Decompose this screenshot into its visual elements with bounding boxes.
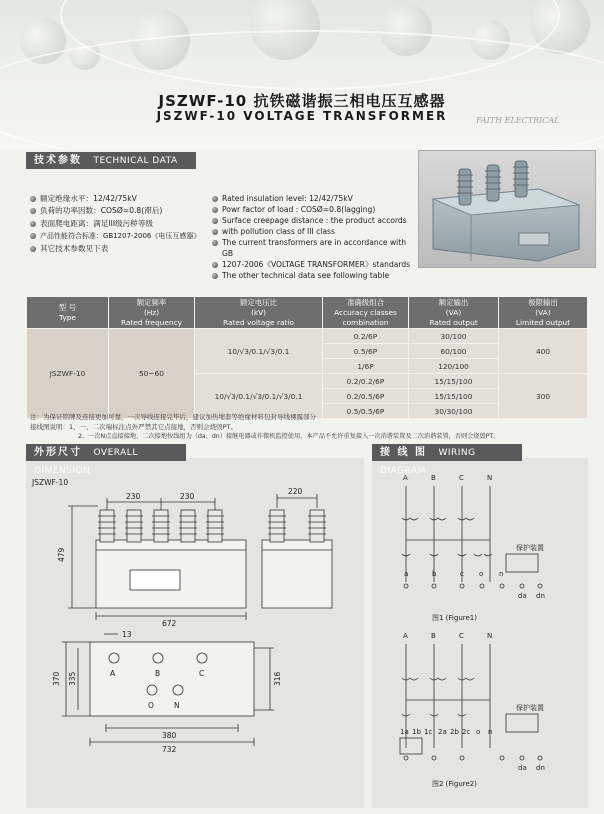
technical-heading-en: TECHNICAL DATA xyxy=(93,156,178,166)
spec-item: 1207-2006《VOLTAGE TRANSFORMER》standards xyxy=(212,259,417,270)
dim-380: 380 xyxy=(162,731,177,740)
wire-label: 1c xyxy=(424,728,433,736)
spec-item: 产品性能符合标准：GB1207-2006《电压互感器》 xyxy=(30,230,210,242)
wire-label: 2c xyxy=(462,728,471,736)
wiring-heading-cn: 接 线 图 xyxy=(380,447,427,458)
wire-label: da xyxy=(518,764,527,772)
cell-accuracy: 0.5/0.5/6P xyxy=(323,404,409,419)
table-row xyxy=(27,329,588,344)
spec-item: Surface creepage distance : the product accords xyxy=(212,215,417,226)
wire-label: b xyxy=(432,570,437,578)
dim-732: 732 xyxy=(162,745,177,754)
phase-c-2: C xyxy=(459,632,464,640)
wire-label: 1a xyxy=(400,728,409,736)
cell-output: 120/100 xyxy=(409,359,499,374)
wire-label: da xyxy=(518,592,527,600)
cell-output: 30/100 xyxy=(409,329,499,344)
spec-item: The other technical data see following table xyxy=(212,270,417,281)
cell-accuracy: 0.5/6P xyxy=(323,344,409,359)
wire-label: 2b xyxy=(450,728,459,736)
phase-n-2: N xyxy=(487,632,493,640)
cell-accuracy: 1/6P xyxy=(323,359,409,374)
note-line: 注：为保证铭牌及连接更加可靠，一次导线连接完毕后，建议加热缩套等绝缘材料包封导线裸露部分 xyxy=(30,413,316,421)
technical-data-heading xyxy=(26,152,196,169)
phase-a-2: A xyxy=(403,632,408,640)
col-header-accuracy: 准确级组合 Accuracy classes combination xyxy=(323,297,409,329)
dimension-heading-en: OVERALL DIMENSION xyxy=(34,448,138,476)
wire-label: o xyxy=(476,728,481,736)
dim-479: 479 xyxy=(57,547,66,562)
technical-heading-cn: 技术参数 xyxy=(34,155,82,166)
dim-335: 335 xyxy=(68,671,77,686)
cell-ratio: 10/√3/0.1/√3/0.1 xyxy=(195,329,323,374)
phase-b-1: B xyxy=(431,474,436,482)
cell-frequency: 50~60 xyxy=(109,329,195,419)
terminal-n: N xyxy=(174,701,180,710)
protect-device-1: 保护装置 xyxy=(516,544,544,552)
cell-limited: 300 xyxy=(499,374,588,419)
spec-table xyxy=(26,296,588,419)
spec-item: Rated insulation level: 12/42/75kV xyxy=(212,193,417,204)
phase-c-1: C xyxy=(459,474,464,482)
terminal-c: C xyxy=(199,669,205,678)
wiring-drawing xyxy=(372,458,588,808)
dim-13: 13 xyxy=(122,630,132,639)
wire-label: a xyxy=(404,570,409,578)
wire-label: n xyxy=(499,570,504,578)
terminal-o: O xyxy=(148,701,154,710)
phase-b-2: B xyxy=(431,632,436,640)
dim-230b: 230 xyxy=(180,492,195,501)
spec-item: 额定绝缘水平：12/42/75kV xyxy=(30,193,210,205)
brand-logo-text: FAITH ELECTRICAL xyxy=(476,116,560,125)
dim-672: 672 xyxy=(162,619,177,628)
notes xyxy=(30,412,590,442)
wire-label: dn xyxy=(536,764,545,772)
phase-n-1: N xyxy=(487,474,493,482)
spec-item: with pollution class of III class xyxy=(212,226,417,237)
cell-type: JSZWF-10 xyxy=(27,329,109,419)
dimension-heading-cn: 外形尺寸 xyxy=(34,447,82,458)
cell-limited: 400 xyxy=(499,329,588,374)
wiring-heading-en: WIRING DIAGRAM xyxy=(380,448,476,476)
wire-label: n xyxy=(488,728,493,736)
figure2-caption: 图2 (Figure2) xyxy=(432,780,477,788)
spec-item: The current transformers are in accordance with GB xyxy=(212,237,417,259)
protect-device-2: 保护装置 xyxy=(516,704,544,712)
header-banner xyxy=(0,0,604,150)
dimension-drawing xyxy=(26,458,364,808)
dim-230a: 230 xyxy=(126,492,141,501)
spec-item: 其它技术参数见下表 xyxy=(30,243,210,255)
phase-a-1: A xyxy=(403,474,408,482)
page-title-en: JSZWF-10 VOLTAGE TRANSFORMER xyxy=(156,109,448,123)
spec-item: 表面爬电距离：满足III级污秽等级 xyxy=(30,218,210,230)
wire-label: dn xyxy=(536,592,545,600)
cell-output: 60/100 xyxy=(409,344,499,359)
dim-220: 220 xyxy=(288,487,303,496)
dimension-model-label: JSZWF-10 xyxy=(32,478,69,487)
cell-output: 30/30/100 xyxy=(409,404,499,419)
page-title-cn: JSZWF-10 抗铁磁谐振三相电压互感器 xyxy=(158,92,446,110)
col-header-ratio: 额定电压比 (kV) Rated voltage ratio xyxy=(195,297,323,329)
wire-label: 1b xyxy=(412,728,421,736)
cell-output: 15/15/100 xyxy=(409,374,499,389)
col-header-output: 额定输出 (VA) Rated output xyxy=(409,297,499,329)
wire-label: c xyxy=(460,570,464,578)
dim-370: 370 xyxy=(52,671,61,686)
product-photo xyxy=(418,150,596,268)
terminal-b: B xyxy=(155,669,161,678)
note-line: 2、一次N点直接接地，二次接地按线组为（da、dn）接继电器或作微机监控使用，本产品不允许重复接入一次消谐装置及二次消谐装置，否则会烧毁PT。 xyxy=(78,433,500,440)
spec-item: Powr factor of load : COSØ=0.8(lagging) xyxy=(212,204,417,215)
terminal-a: A xyxy=(110,669,116,678)
wire-label: 2a xyxy=(438,728,447,736)
col-header-frequency: 额定频率 (Hz) Rated frequency xyxy=(109,297,195,329)
col-header-type: 型 号 Type xyxy=(27,297,109,329)
cell-output: 15/15/100 xyxy=(409,389,499,404)
cell-accuracy: 0.2/6P xyxy=(323,329,409,344)
col-header-limited: 极限输出 (VA) Limited output xyxy=(499,297,588,329)
dim-316: 316 xyxy=(273,671,282,686)
figure1-caption: 图1 (Figure1) xyxy=(432,614,477,622)
spec-list-cn xyxy=(30,193,210,255)
wire-label: o xyxy=(479,570,484,578)
note-line: 接线图说明：1、一、二次端标注点外严禁其它点接地，否则会烧毁PT。 xyxy=(30,423,238,431)
cell-accuracy: 0.2/0.2/6P xyxy=(323,374,409,389)
cell-ratio: 10/√3/0.1/√3/0.1/√3/0.1 xyxy=(195,374,323,419)
spec-list-en xyxy=(212,193,417,281)
spec-item: 负荷的功率因数：COSØ=0.8(滞后) xyxy=(30,205,210,217)
cell-accuracy: 0.2/0.5/6P xyxy=(323,389,409,404)
